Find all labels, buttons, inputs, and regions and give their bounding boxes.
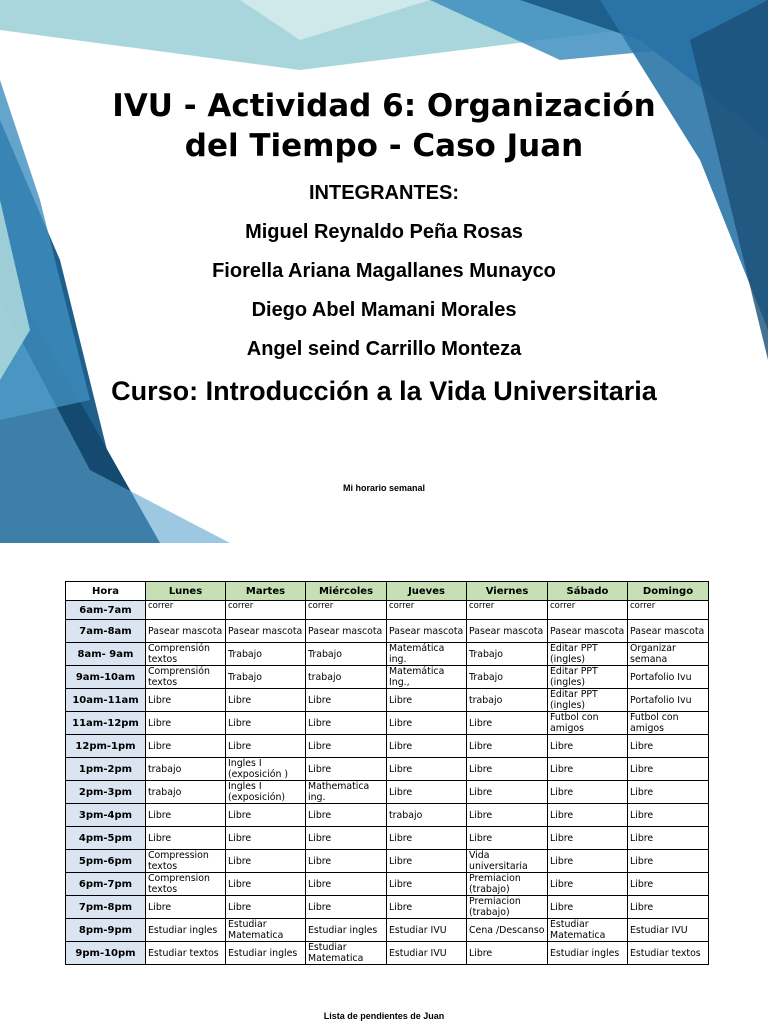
schedule-cell: Libre (467, 712, 548, 735)
course-title: Curso: Introducción a la Vida Universitaria (111, 376, 657, 406)
schedule-cell: Libre (387, 873, 467, 896)
schedule-cell: trabajo (146, 781, 226, 804)
schedule-cell: Libre (628, 896, 709, 919)
schedule-cell: Estudiar Matematica (548, 919, 628, 942)
hour-cell: 7pm-8pm (66, 896, 146, 919)
pendientes-caption: Lista de pendientes de Juan (323, 1011, 445, 1021)
column-header-day: Viernes (467, 582, 548, 601)
schedule-cell: Libre (548, 850, 628, 873)
member-name: Diego Abel Mamani Morales (251, 299, 517, 321)
schedule-cell: Ingles I (exposición ) (226, 758, 306, 781)
column-header-day: Domingo (628, 582, 709, 601)
schedule-cell: Libre (226, 850, 306, 873)
hour-cell: 1pm-2pm (66, 758, 146, 781)
schedule-cell: Estudiar ingles (226, 942, 306, 965)
schedule-cell: Libre (628, 735, 709, 758)
table-row (66, 643, 709, 666)
schedule-cell: Libre (306, 758, 387, 781)
schedule-cell: Libre (306, 712, 387, 735)
table-row (66, 666, 709, 689)
table-row (66, 919, 709, 942)
schedule-cell: Libre (628, 827, 709, 850)
schedule-cell: Libre (387, 735, 467, 758)
schedule-cell: Libre (226, 827, 306, 850)
schedule-cell: Trabajo (226, 643, 306, 666)
schedule-cell: Estudiar ingles (548, 942, 628, 965)
schedule-cell: Libre (387, 689, 467, 712)
table-row (66, 601, 709, 620)
schedule-cell: Libre (467, 758, 548, 781)
schedule-cell: Matemática ing. (387, 643, 467, 666)
table-row (66, 873, 709, 896)
hour-cell: 8pm-9pm (66, 919, 146, 942)
schedule-cell: Estudiar IVU (628, 919, 709, 942)
schedule-cell: Libre (146, 712, 226, 735)
hour-cell: 4pm-5pm (66, 827, 146, 850)
schedule-cell: Pasear mascota (548, 620, 628, 643)
table-row (66, 827, 709, 850)
hour-cell: 9pm-10pm (66, 942, 146, 965)
schedule-cell: Estudiar ingles (306, 919, 387, 942)
table-row (66, 804, 709, 827)
hour-cell: 11am-12pm (66, 712, 146, 735)
schedule-cell: Libre (387, 850, 467, 873)
schedule-cell: Organizar semana (628, 643, 709, 666)
schedule-cell: Libre (306, 735, 387, 758)
table-row (66, 850, 709, 873)
schedule-header-row (66, 582, 709, 601)
schedule-cell: Libre (548, 781, 628, 804)
schedule-cell: trabajo (146, 758, 226, 781)
schedule-cell: Estudiar textos (146, 942, 226, 965)
hour-cell: 2pm-3pm (66, 781, 146, 804)
schedule-cell: Pasear mascota (226, 620, 306, 643)
column-header-day: Lunes (146, 582, 226, 601)
schedule-cell: Libre (467, 804, 548, 827)
schedule-cell: Premiacion (trabajo) (467, 896, 548, 919)
schedule-cell: Libre (387, 758, 467, 781)
hour-cell: 5pm-6pm (66, 850, 146, 873)
hour-cell: 6am-7am (66, 601, 146, 620)
schedule-cell: Libre (628, 873, 709, 896)
schedule-cell: Libre (548, 758, 628, 781)
schedule-cell: correr (548, 601, 628, 620)
schedule-cell: Libre (306, 873, 387, 896)
schedule-cell: Comprensión textos (146, 643, 226, 666)
schedule-cell: Trabajo (306, 643, 387, 666)
schedule-cell: Pasear mascota (628, 620, 709, 643)
schedule-cell: Comprension textos (146, 873, 226, 896)
member-name: Angel seind Carrillo Monteza (246, 338, 522, 360)
schedule-cell: Vida universitaria (467, 850, 548, 873)
schedule-cell: Libre (226, 689, 306, 712)
schedule-cell: correr (387, 601, 467, 620)
schedule-cell: Libre (387, 896, 467, 919)
schedule-cell: Cena /Descanso (467, 919, 548, 942)
schedule-cell: Libre (467, 827, 548, 850)
schedule-cell: Futbol con amigos (628, 712, 709, 735)
schedule-cell: Libre (628, 850, 709, 873)
schedule-cell: Trabajo (226, 666, 306, 689)
schedule-cell: Libre (226, 712, 306, 735)
column-header-hora: Hora (66, 582, 146, 601)
hour-cell: 9am-10am (66, 666, 146, 689)
schedule-cell: Libre (146, 735, 226, 758)
schedule-cell: Libre (306, 827, 387, 850)
schedule-cell: Editar PPT (ingles) (548, 666, 628, 689)
schedule-cell: Libre (548, 804, 628, 827)
schedule-cell: Comprensión textos (146, 666, 226, 689)
integrantes-label: INTEGRANTES: (309, 182, 459, 204)
schedule-cell: Compression textos (146, 850, 226, 873)
schedule-cell: Libre (306, 896, 387, 919)
schedule-cell: Libre (548, 896, 628, 919)
schedule-cell: Ingles I (exposición) (226, 781, 306, 804)
schedule-cell: Libre (146, 689, 226, 712)
hour-cell: 7am-8am (66, 620, 146, 643)
column-header-day: Sábado (548, 582, 628, 601)
hour-cell: 10am-11am (66, 689, 146, 712)
schedule-cell: correr (306, 601, 387, 620)
schedule-cell: Libre (548, 873, 628, 896)
slide-title (0, 86, 768, 166)
column-header-day: Martes (226, 582, 306, 601)
schedule-cell: Pasear mascota (387, 620, 467, 643)
schedule-cell: Libre (226, 896, 306, 919)
schedule-cell: Estudiar IVU (387, 919, 467, 942)
schedule-cell: trabajo (467, 689, 548, 712)
schedule-cell: Libre (226, 735, 306, 758)
schedule-cell: Estudiar Matematica (306, 942, 387, 965)
table-row (66, 781, 709, 804)
schedule-cell: Mathematica ing. (306, 781, 387, 804)
schedule-cell: trabajo (387, 804, 467, 827)
horario-caption: Mi horario semanal (342, 483, 426, 493)
schedule-cell: Libre (548, 735, 628, 758)
schedule-cell: correr (628, 601, 709, 620)
schedule-cell: Trabajo (467, 666, 548, 689)
schedule-cell: trabajo (306, 666, 387, 689)
table-row (66, 620, 709, 643)
column-header-day: Jueves (387, 582, 467, 601)
schedule-cell: Portafolio Ivu (628, 666, 709, 689)
member-name: Miguel Reynaldo Peña Rosas (245, 221, 523, 243)
schedule-cell: Libre (146, 827, 226, 850)
schedule-cell: Estudiar Matematica (226, 919, 306, 942)
hour-cell: 6pm-7pm (66, 873, 146, 896)
schedule-cell: Estudiar IVU (387, 942, 467, 965)
schedule-cell: Pasear mascota (306, 620, 387, 643)
schedule-cell: Libre (387, 712, 467, 735)
schedule-cell: Libre (628, 804, 709, 827)
table-row (66, 758, 709, 781)
hour-cell: 8am- 9am (66, 643, 146, 666)
schedule-cell: Pasear mascota (467, 620, 548, 643)
schedule-body (66, 601, 709, 965)
table-row (66, 735, 709, 758)
schedule-cell: Matemática Ing., (387, 666, 467, 689)
schedule-cell: Futbol con amigos (548, 712, 628, 735)
schedule-cell: Libre (146, 896, 226, 919)
schedule-cell: Editar PPT (ingles) (548, 643, 628, 666)
schedule-cell: Editar PPT (ingles) (548, 689, 628, 712)
weekly-schedule-table (65, 581, 709, 965)
members-block (0, 180, 768, 375)
schedule-cell: Libre (306, 804, 387, 827)
table-row (66, 689, 709, 712)
schedule-cell: Libre (306, 850, 387, 873)
schedule-cell: Libre (306, 689, 387, 712)
table-row (66, 712, 709, 735)
hour-cell: 3pm-4pm (66, 804, 146, 827)
schedule-cell: Portafolio Ivu (628, 689, 709, 712)
schedule-cell: Libre (387, 827, 467, 850)
schedule-cell: correr (467, 601, 548, 620)
schedule-cell: Libre (548, 827, 628, 850)
schedule-cell: Estudiar ingles (146, 919, 226, 942)
schedule-cell: Libre (628, 781, 709, 804)
hour-cell: 12pm-1pm (66, 735, 146, 758)
member-name: Fiorella Ariana Magallanes Munayco (212, 260, 556, 282)
schedule-cell: Libre (387, 781, 467, 804)
schedule-cell: Pasear mascota (146, 620, 226, 643)
slide-title-line1: IVU - Actividad 6: Organización (112, 88, 656, 124)
schedule-cell: correr (226, 601, 306, 620)
schedule-cell: Libre (467, 735, 548, 758)
schedule-cell: Premiacion (trabajo) (467, 873, 548, 896)
schedule-cell: Libre (226, 804, 306, 827)
schedule-cell: Trabajo (467, 643, 548, 666)
schedule-cell: Libre (467, 781, 548, 804)
column-header-day: Miércoles (306, 582, 387, 601)
schedule-cell: Libre (226, 873, 306, 896)
schedule-cell: Estudiar textos (628, 942, 709, 965)
table-row (66, 942, 709, 965)
schedule-cell: correr (146, 601, 226, 620)
schedule-cell: Libre (628, 758, 709, 781)
table-row (66, 896, 709, 919)
schedule-cell: Libre (146, 804, 226, 827)
slide-title-line2: del Tiempo - Caso Juan (184, 128, 584, 164)
schedule-cell: Libre (467, 942, 548, 965)
